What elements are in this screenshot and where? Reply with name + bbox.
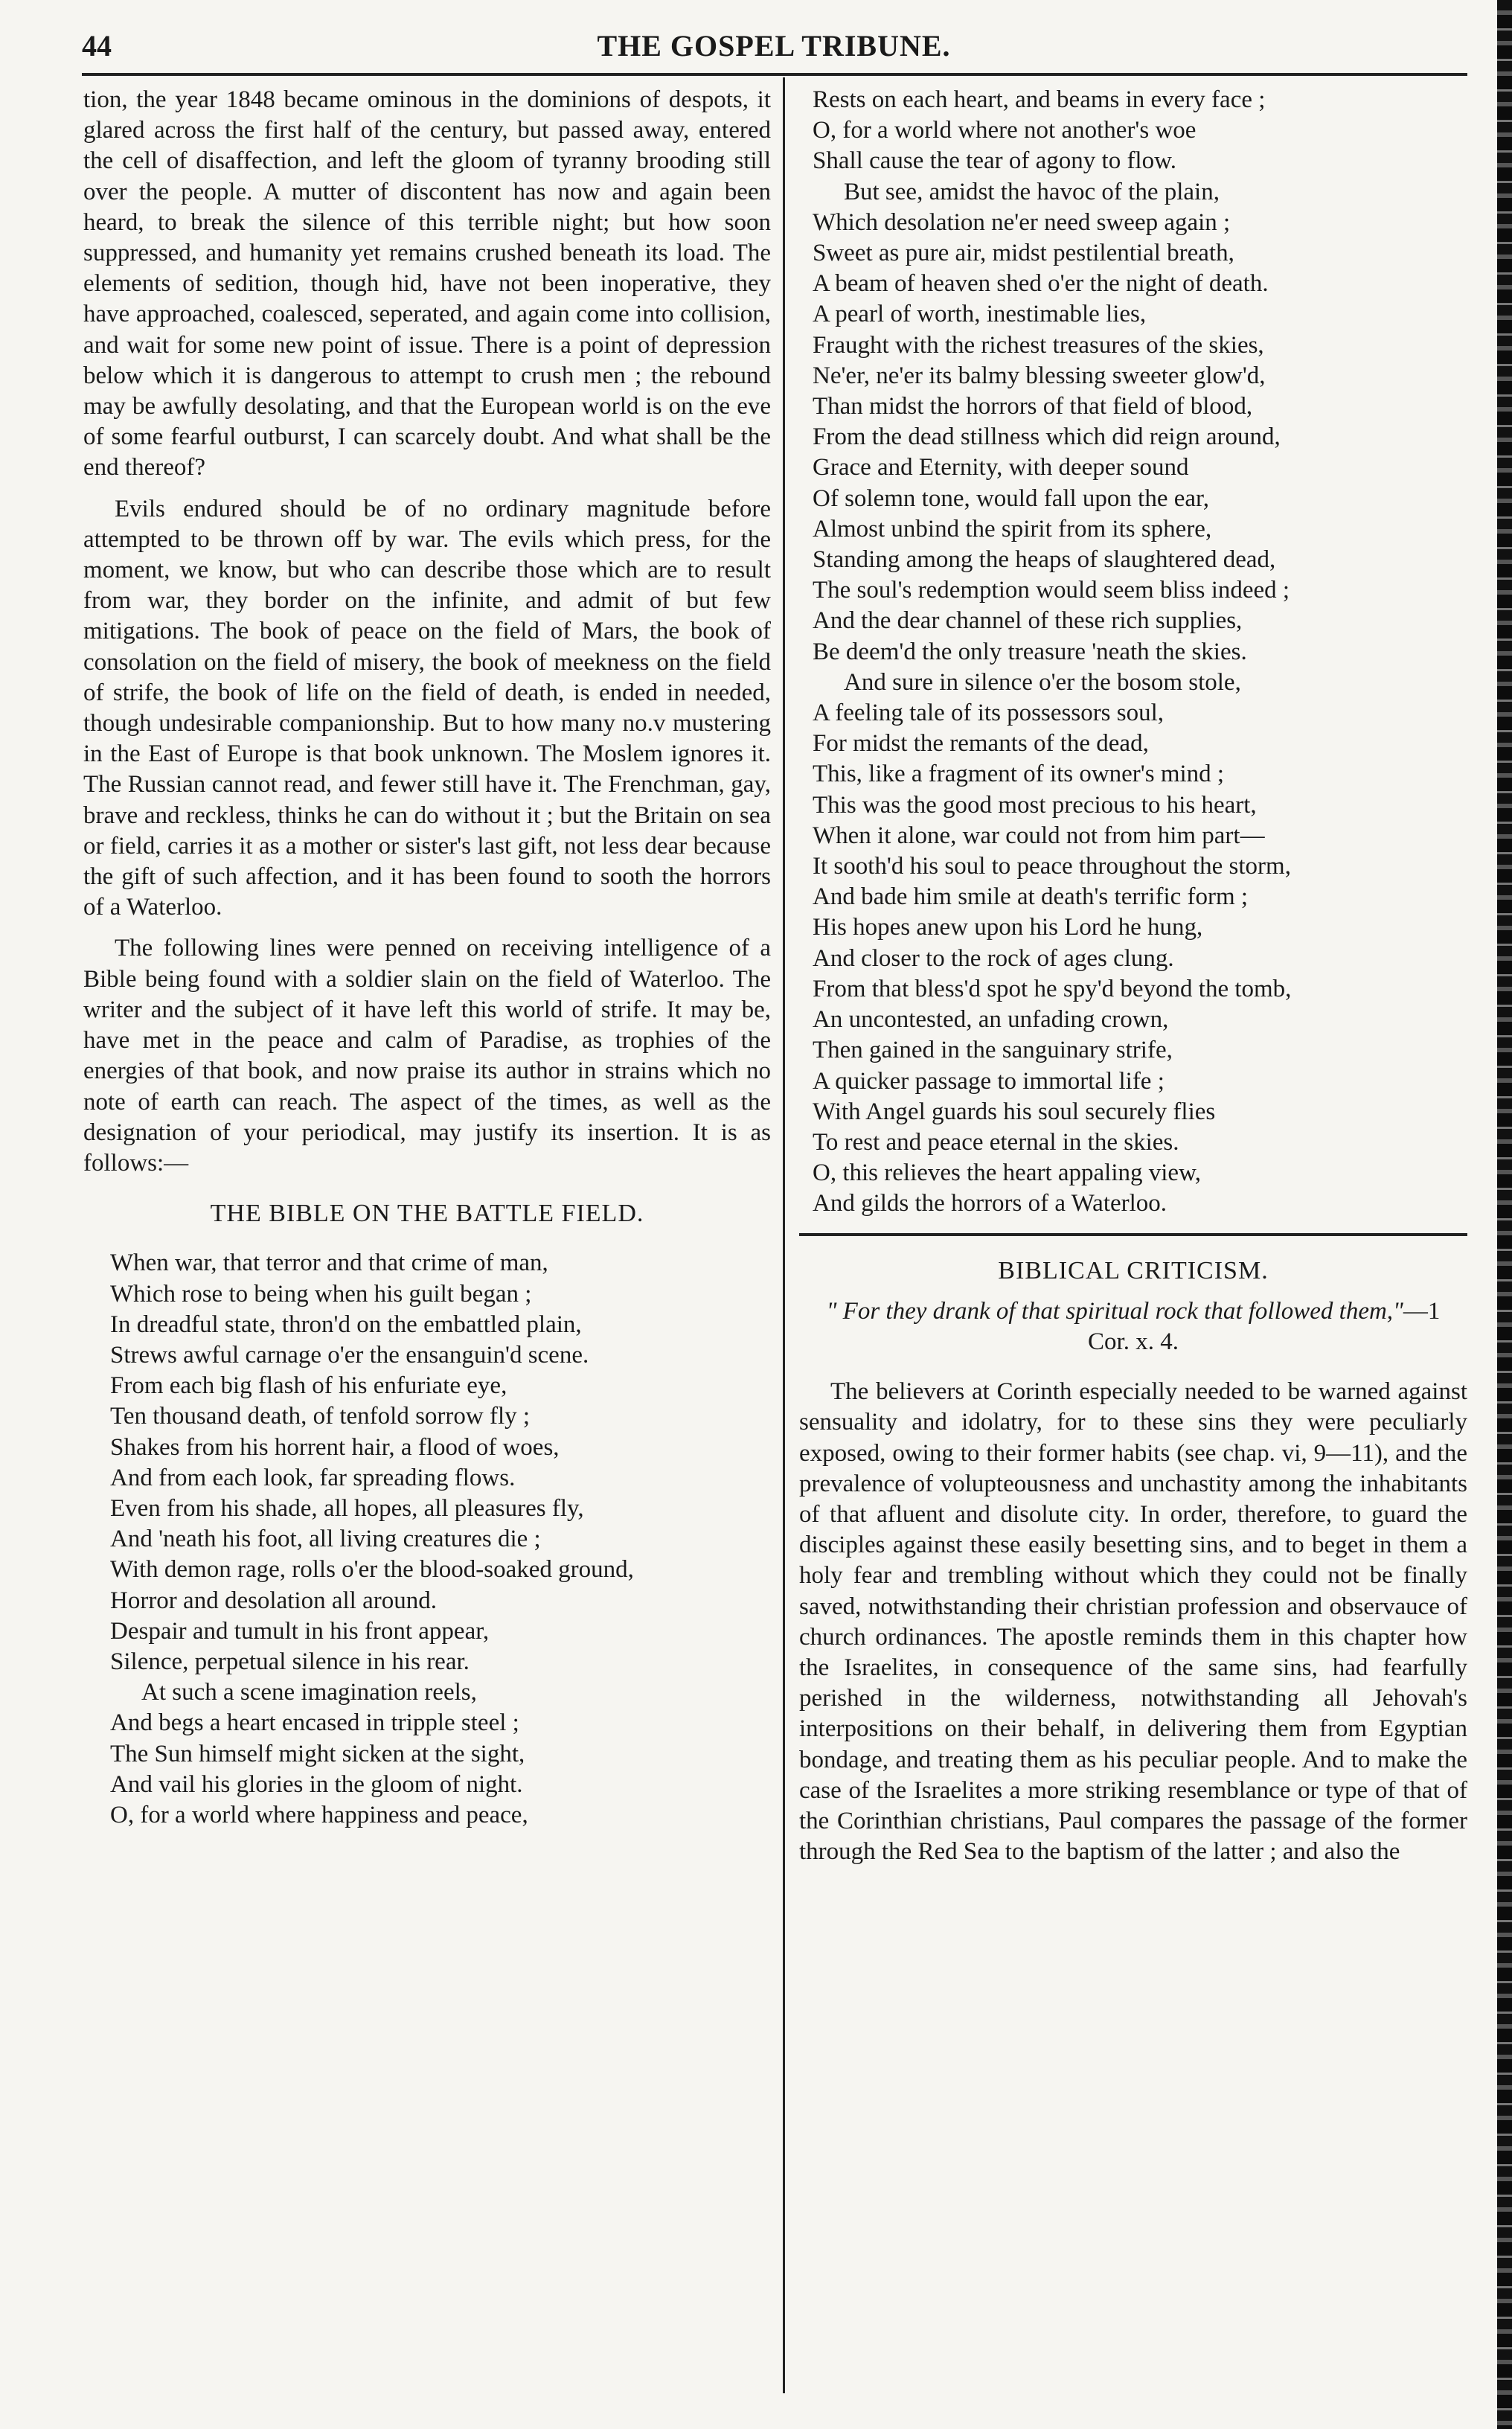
poem-line: From that bless'd spot he spy'd beyond the tomb,: [813, 975, 1292, 1002]
poem-line: Horror and desolation all around.: [110, 1587, 437, 1614]
poem-line: This, like a fragment of its owner's mind ;: [813, 761, 1225, 788]
poem-line: And from each look, far spreading flows.: [110, 1464, 516, 1491]
poem-line: A quicker passage to immortal life ;: [813, 1067, 1165, 1095]
poem-line: With Angel guards his soul securely flies: [813, 1098, 1216, 1125]
poem-line: With demon rage, rolls o'er the blood-soaked ground,: [110, 1556, 634, 1584]
left-column: [83, 85, 771, 1831]
essay-paragraph-3: The following lines were penned on receiving intelligence of a Bible being found with a soldier slain on the field of Waterloo. The writer and the subject of it have left this world of strife. It may be, have met in the peace and calm of Paradise, as trophies of the energies of that book, and now praise its author in strains which no note of earth can reach. The aspect of the times, as well as the designation of your periodical, may justify its insertion. It is as follows:—: [83, 935, 771, 1177]
poem-line: Despair and tumult in his front appear,: [110, 1617, 490, 1645]
poem-line: A beam of heaven shed o'er the night of death.: [813, 270, 1269, 298]
poem-line: Grace and Eternity, with deeper sound: [813, 454, 1189, 481]
column-divider: [783, 77, 785, 2393]
poem-line: Shall cause the tear of agony to flow.: [813, 147, 1177, 175]
scripture-quote-text: " For they drank of that spiritual rock that followed them,": [826, 1297, 1403, 1325]
poem-line: The soul's redemption would seem bliss indeed ;: [813, 577, 1290, 604]
poem-line: Standing among the heaps of slaughtered dead,: [813, 546, 1276, 574]
scripture-quote: [799, 1296, 1467, 1357]
poem-line: Rests on each heart, and beams in every face ;: [813, 86, 1266, 113]
page-number: 44: [82, 29, 112, 63]
section-title: BIBLICAL CRITICISM.: [998, 1256, 1269, 1284]
poem-line: Which rose to being when his guilt began ;: [110, 1280, 532, 1308]
poem-part-1: [83, 1248, 771, 1831]
poem-line: To rest and peace eternal in the skies.: [813, 1128, 1179, 1156]
poem-line: At such a scene imagination reels,: [141, 1679, 477, 1706]
poem-title: THE BIBLE ON THE BATTLE FIELD.: [210, 1200, 644, 1228]
right-column: [799, 85, 1467, 1867]
poem-line: Ne'er, ne'er its balmy blessing sweeter glow'd,: [813, 362, 1266, 389]
poem-line: Shakes from his horrent hair, a flood of woes,: [110, 1433, 560, 1461]
poem-line: And the dear channel of these rich supplies,: [813, 607, 1243, 635]
poem-line: Ten thousand death, of tenfold sorrow fly ;: [110, 1403, 531, 1430]
poem-line: O, this relieves the heart appaling view,: [813, 1159, 1202, 1187]
poem-line: Strews awful carnage o'er the ensanguin'd scene.: [110, 1341, 589, 1369]
poem-line: An uncontested, an unfading crown,: [813, 1006, 1169, 1034]
poem-line: Fraught with the richest treasures of the skies,: [813, 331, 1264, 359]
poem-line: O, for a world where happiness and peace,: [110, 1801, 528, 1828]
poem-line: But see, amidst the havoc of the plain,: [844, 178, 1220, 205]
poem-line: And bade him smile at death's terrific form ;: [813, 883, 1249, 911]
poem-line: And closer to the rock of ages clung.: [813, 944, 1174, 972]
poem-line: A feeling tale of its possessors soul,: [813, 700, 1165, 727]
poem-line: Be deem'd the only treasure 'neath the skies.: [813, 638, 1247, 665]
scripture-reference: —1 Cor. x. 4.: [1088, 1297, 1441, 1355]
header-rule: [82, 73, 1467, 76]
criticism-paragraph: The believers at Corinth especially needed to be warned against sensuality and idolatry, for to these sins they were peculiarly exposed, owing to their former habits (see chap. vi, 9—11), and the prevalence of volupteousness and unchastity among the inhabitants of that afluent and disolute city. In order, therefore, to guard the disciples against these easily besetting sins, and to beget in them a holy fear and trembling without which they could not be finally saved, notwithstanding their christian profession and observauce of church ordinances. The apostle reminds them in this chapter how the Israelites, in consequence of the same sins, had fearfully perished in the wilderness, notwithstanding all Jehovah's interpositions on their behalf, in delivering them from Egyptian bondage, and treating them as his peculiar people. And to make the case of the Israelites a more striking resemblance or type of that of the Corinthian christians, Paul compares the passage of the former through the Red Sea to the baptism of the latter ; and also the: [799, 1378, 1467, 1866]
poem-line: Almost unbind the spirit from its sphere,: [813, 515, 1212, 543]
poem-line: Of solemn tone, would fall upon the ear,: [813, 484, 1209, 512]
poem-line: And sure in silence o'er the bosom stole,: [844, 668, 1241, 696]
poem-line: O, for a world where not another's woe: [813, 117, 1197, 144]
poem-line: Then gained in the sanguinary strife,: [813, 1037, 1173, 1064]
poem-line: Even from his shade, all hopes, all pleasures fly,: [110, 1494, 584, 1522]
poem-line: Than midst the horrors of that field of blood,: [813, 393, 1253, 420]
poem-line: From each big flash of his enfuriate eye,: [110, 1372, 507, 1400]
essay-paragraph-1: tion, the year 1848 became ominous in the dominions of despots, it glared across the first half of the century, but passed away, entered the cell of disaffection, and left the gloom of tyranny brooding still over the people. A mutter of discontent has now and again been heard, to break the silence of this terrible night; but how soon suppressed, and humanity yet remains crushed beneath its load. The elements of sedition, though hid, have not been inoperative, they have approached, coalesced, seperated, and again come into collision, and wait for some new point of issue. There is a point of depression below which it is dangerous to attempt to crush men ; the rebound may be awfully desolating, and that the European world is on the eve of some fearful outburst, I can scarcely doubt. And what shall be the end thereof?: [83, 86, 771, 481]
poem-line: And begs a heart encased in tripple steel ;: [110, 1709, 519, 1737]
poem-line: From the dead stillness which did reign around,: [813, 423, 1281, 451]
poem-line: And gilds the horrors of a Waterloo.: [813, 1190, 1167, 1217]
poem-line: Which desolation ne'er need sweep again ;: [813, 208, 1231, 236]
poem-line: His hopes anew upon his Lord he hung,: [813, 914, 1203, 941]
poem-line: In dreadful state, thron'd on the embattled plain,: [110, 1310, 582, 1338]
poem-line: And vail his glories in the gloom of night.: [110, 1770, 523, 1798]
poem-part-2: [799, 85, 1467, 1220]
poem-line: When it alone, war could not from him part—: [813, 822, 1265, 849]
scanned-page-edge: [1497, 0, 1512, 2429]
poem-line: For midst the remants of the dead,: [813, 730, 1149, 758]
essay-paragraph-2: Evils endured should be of no ordinary magnitude before attempted to be thrown off by war. The evils which press, for the moment, we know, but who can describe those which are to result from war, they border on the infinite, and admit of but few mitigations. The book of peace on the field of Mars, the book of consolation on the field of misery, the book of meekness on the field of strife, the book of life on the field of death, is ended in needed, though undesirable companionship. But to how many no.v mustering in the East of Europe is that book unknown. The Moslem ignores it. The Russian cannot read, and fewer still have it. The Frenchman, gay, brave and reckless, thinks he can do without it ; but the Britain on sea or field, carries it as a mother or sister's last gift, not less dear because the gift of such affection, and it has been found to sooth the horrors of a Waterloo.: [83, 495, 771, 921]
poem-line: Sweet as pure air, midst pestilential breath,: [813, 240, 1234, 267]
poem-line: And 'neath his foot, all living creatures die ;: [110, 1526, 541, 1553]
poem-line: It sooth'd his soul to peace throughout the storm,: [813, 853, 1291, 880]
poem-line: This was the good most precious to his heart,: [813, 791, 1257, 819]
poem-line: Silence, perpetual silence in his rear.: [110, 1648, 470, 1675]
poem-line: When war, that terror and that crime of man,: [110, 1249, 548, 1277]
page-header: [82, 28, 1466, 67]
journal-title: THE GOSPEL TRIBUNE.: [597, 29, 951, 63]
poem-line: The Sun himself might sicken at the sight,: [110, 1740, 525, 1767]
poem-line: A pearl of worth, inestimable lies,: [813, 301, 1147, 328]
